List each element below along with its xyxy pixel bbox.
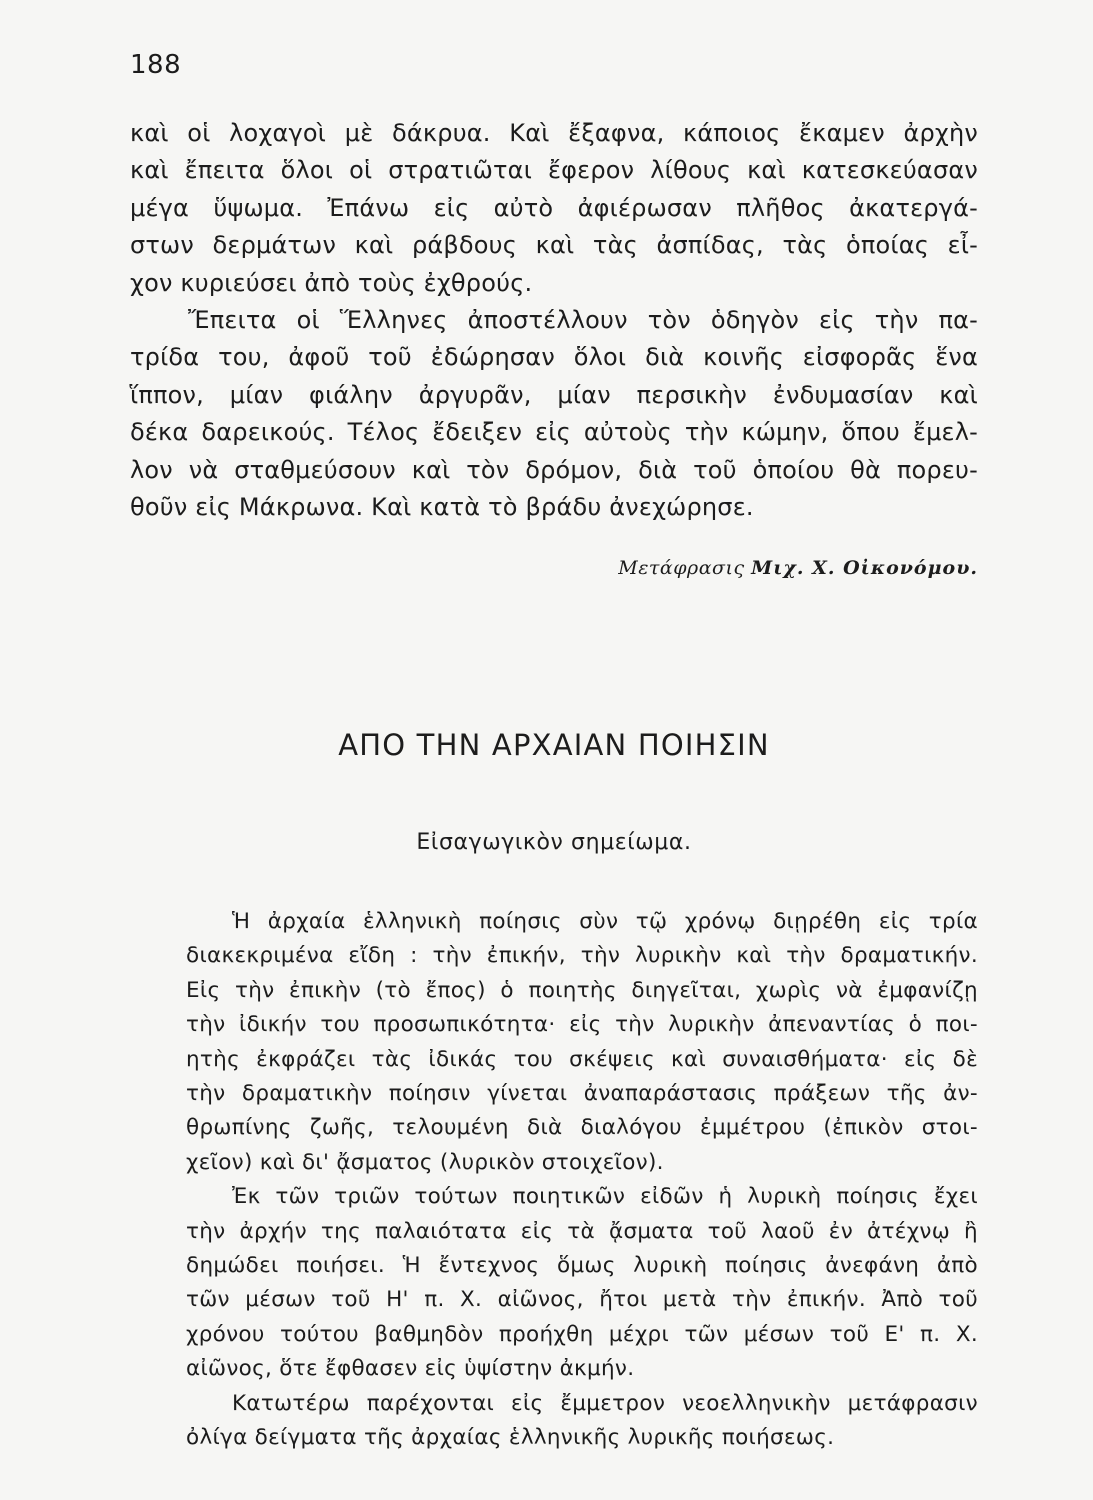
text-line: ἵππον, μίαν φιάλην ἀργυρᾶν, μίαν περσικὴν ἐνδυμασίαν καὶ [130, 380, 978, 409]
translator-credit [566, 557, 978, 579]
intro-text [186, 905, 978, 1456]
text-line: Ἡ ἀρχαία ἑλληνικὴ ποίησις σὺν τῷ χρόνῳ διῃρέθη εἰς τρία [232, 909, 978, 934]
text-line: Εἰς τὴν ἐπικὴν (τὸ ἔπος) ὁ ποιητὴς διηγεῖται, χωρὶς νὰ ἐμφανίζῃ [186, 977, 978, 1003]
section-heading: ΑΠΟ ΤΗΝ ΑΡΧΑΙΑΝ ΠΟΙΗΣΙΝ [338, 728, 770, 762]
text-line: καὶ οἱ λοχαγοὶ μὲ δάκρυα. Καὶ ἔξαφνα, κάποιος ἔκαμεν ἀρχὴν [130, 119, 978, 147]
text-line: αἰῶνος, ὅτε ἔφθασεν εἰς ὑψίστην ἀκμήν. [186, 1356, 635, 1382]
narrative-text [130, 115, 978, 526]
text-line: στων δερμάτων καὶ ράβδους καὶ τὰς ἀσπίδας, τὰς ὁποίας εἶ- [130, 231, 978, 260]
text-line: χρόνου τούτου βαθμηδὸν προήχθη μέχρι τῶν μέσων τοῦ Ε' π. Χ. [186, 1321, 978, 1347]
section-subheading: Εἰσαγωγικὸν σημείωμα. [416, 830, 692, 855]
translator-name: Μιχ. Χ. Οἰκονόμου. [751, 557, 978, 579]
text-line: διακεκριμένα εἴδη : τὴν ἐπικήν, τὴν λυρικὴν καὶ τὴν δραματικήν. [186, 943, 978, 969]
text-line: ὀλίγα δείγματα τῆς ἀρχαίας ἑλληνικῆς λυρικῆς ποιήσεως. [186, 1425, 835, 1451]
text-line: Ἔπειτα οἱ Ἕλληνες ἀποστέλλουν τὸν ὁδηγὸν εἰς τὴν πα- [188, 306, 978, 335]
text-line: Κατωτέρω παρέχονται εἰς ἔμμετρον νεοελληνικὴν μετάφρασιν [232, 1390, 978, 1416]
text-line: καὶ ἔπειτα ὅλοι οἱ στρατιῶται ἔφερον λίθους καὶ κατεσκεύασαν [130, 156, 978, 185]
text-line: χεῖον) καὶ δι' ᾄσματος (λυρικὸν στοιχεῖον). [186, 1149, 664, 1175]
text-line: θρωπίνης ζωῆς, τελουμένη διὰ διαλόγου ἐμμέτρου (ἐπικὸν στοι- [186, 1115, 978, 1141]
translator-label: Μετάφρασις [618, 557, 745, 579]
text-line: λον νὰ σταθμεύσουν καὶ τὸν δρόμον, διὰ τοῦ ὁποίου θὰ πορευ- [130, 455, 978, 484]
page-number: 188 [130, 50, 182, 80]
text-line: τὴν ἰδικήν του προσωπικότητα· εἰς τὴν λυρικὴν ἀπεναντίας ὁ ποι- [186, 1012, 978, 1038]
text-line: τὴν ἀρχήν της παλαιότατα εἰς τὰ ᾄσματα τοῦ λαοῦ ἐν ἀτέχνῳ ἢ [186, 1218, 978, 1244]
text-line: τῶν μέσων τοῦ Η' π. Χ. αἰῶνος, ἤτοι μετὰ τὴν ἐπικήν. Ἀπὸ τοῦ [186, 1287, 978, 1313]
text-line: τὴν δραματικὴν ποίησιν γίνεται ἀναπαράστασις πράξεων τῆς ἀν- [186, 1081, 978, 1107]
text-line: Ἐκ τῶν τριῶν τούτων ποιητικῶν εἰδῶν ἡ λυρικὴ ποίησις ἔχει [232, 1184, 978, 1210]
text-line: μέγα ὕψωμα. Ἐπάνω εἰς αὐτὸ ἀφιέρωσαν πλῆθος ἀκατεργά- [130, 193, 978, 222]
text-line: τρίδα του, ἀφοῦ τοῦ ἐδώρησαν ὅλοι διὰ κοινῆς εἰσφορᾶς ἕνα [130, 343, 978, 372]
text-line: δημώδει ποιήσει. Ἡ ἔντεχνος ὅμως λυρικὴ ποίησις ἀνεφάνη ἀπὸ [186, 1253, 978, 1279]
text-line: ητὴς ἐκφράζει τὰς ἰδικάς του σκέψεις καὶ συναισθήματα· εἰς δὲ [186, 1046, 978, 1072]
text-line: χον κυριεύσει ἀπὸ τοὺς ἐχθρούς. [130, 268, 533, 297]
text-line: θοῦν εἰς Μάκρωνα. Καὶ κατὰ τὸ βράδυ ἀνεχώρησε. [130, 493, 754, 522]
text-line: δέκα δαρεικούς. Τέλος ἔδειξεν εἰς αὐτοὺς τὴν κώμην, ὅπου ἔμελ- [130, 418, 978, 447]
